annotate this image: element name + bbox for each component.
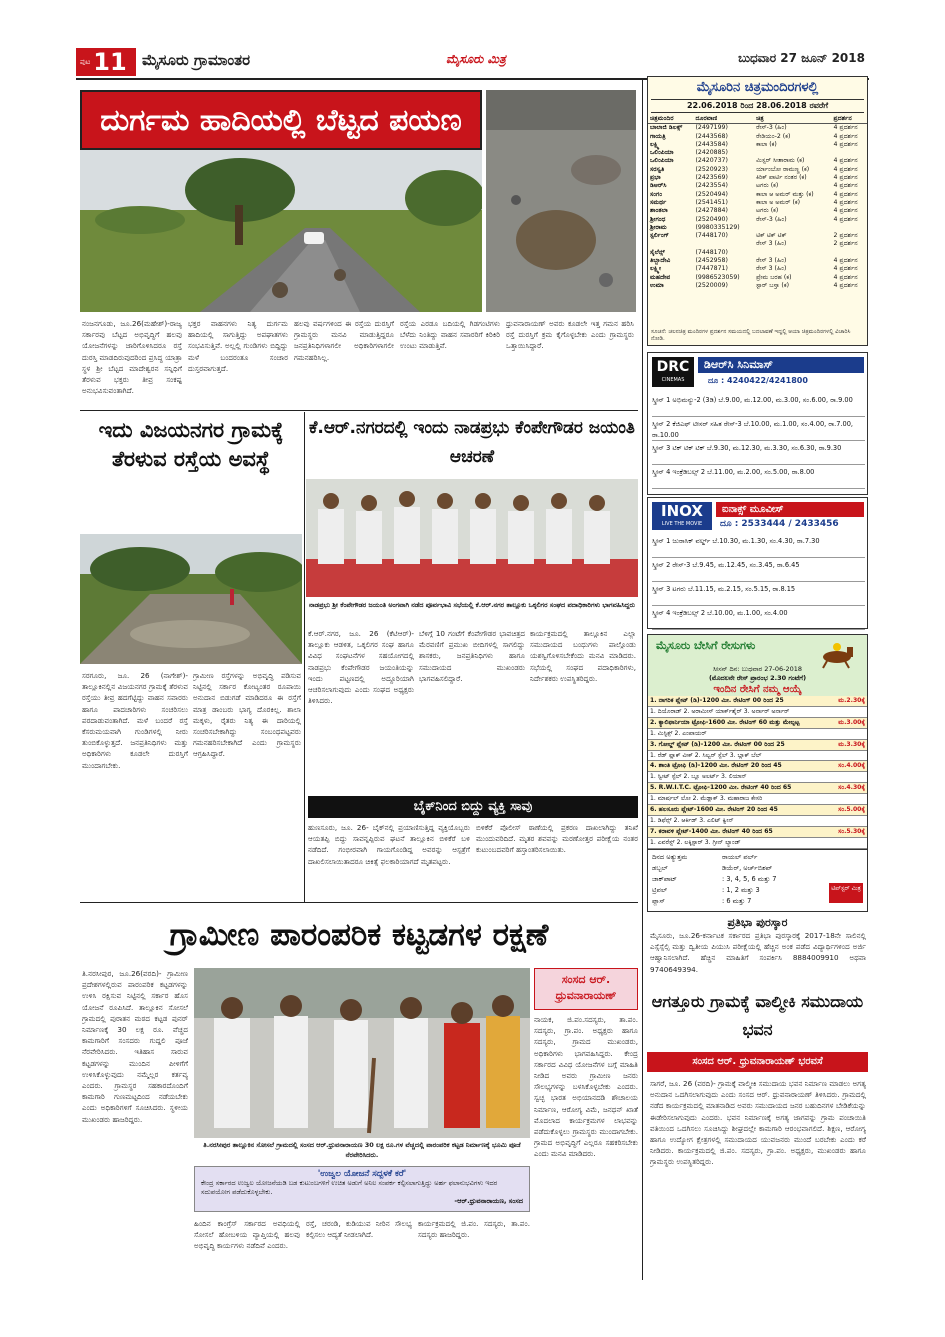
cinema-phone: (9986523059)	[695, 273, 740, 281]
inox-movies-box	[647, 497, 868, 629]
race-pick-row	[648, 706, 867, 717]
cinema-hall: ಶಾಂತಲಾ	[650, 207, 668, 215]
vijayanagar-headline: ಇದು ವಿಜಯನಗರ ಗ್ರಾಮಕ್ಕೆ ತೆರಳುವ ರಸ್ತೆಯ ಅವಸ್ಥೆ	[98, 418, 284, 471]
cinema-row	[648, 141, 867, 149]
jackpot-row	[652, 863, 863, 874]
cinema-phone: (2420737)	[695, 157, 728, 165]
cinema-phone: (2452958)	[695, 257, 728, 265]
cinema-film: ರೇಡಿಯಂ-2 (ಕ)	[756, 132, 791, 140]
lead-col-3: ಹಲವು ವರ್ಷಗಳಿಂದ ಈ ರಸ್ತೆಯ ದುರಸ್ತಿಗೆ ಗ್ರಾಮಸ್ಥರು ಮನವಿ ಮಾಡುತ್ತಿದ್ದರೂ ಜನಪ್ರತಿನಿಧಿಗಳಾಗಲೀ ಅಧಿಕಾರಿಗಳಾಗಲೀ ಗಮನಹರಿಸಿಲ್ಲ.	[294, 319, 394, 362]
race-table	[648, 696, 867, 849]
award-text: ಮೈಸೂರು, ಜೂ.26-ಕರ್ನಾಟಕ ಸರ್ಕಾರದ ಪ್ರತಿಭಾ ಪುರಸ್ಕಾರಕ್ಕೆ 2017-18ನೇ ಸಾಲಿನಲ್ಲಿ ಎಸ್ಸೆಸ್ಸೆಲ್ಸಿ ಮತ್ತು ದ್ವಿತೀಯ ಪಿಯುಸಿ ಪರೀಕ್ಷೆಯಲ್ಲಿ ಹೆಚ್ಚಿನ ಅಂಕ ಪಡೆದ ವಿದ್ಯಾರ್ಥಿಗಳಿಂದ ಅರ್ಜಿ ಆಹ್ವಾನಿಸಲಾಗಿದೆ. ಹೆಚ್ಚಿನ ಮಾಹಿತಿಗೆ ಸಂಪರ್ಕಿಸಿ 8884009910 ಅಥವಾ 9740649394.	[650, 931, 866, 974]
kr-nagar-col-3: ಕಾರ್ಯಕ್ರಮದಲ್ಲಿ ತಾಲ್ಲೂಕಿನ ಎಲ್ಲಾ ಸಮುದಾಯದ ಬಂಧುಗಳು ಪಾಲ್ಗೊಂಡು ಯಶಸ್ವಿಗೊಳಿಸಬೇಕೆಂದು ಮನವಿ ಮಾಡಿದರು. ಸಭೆಯಲ್ಲಿ ಸಂಘದ ಪದಾಧಿಕಾರಿಗಳು, ನಿರ್ದೇಶಕರು ಉಪಸ್ಥಿತರಿದ್ದರು.	[530, 629, 636, 683]
race-event-time	[830, 706, 867, 717]
cinema-film: ರೇಸ್ 3 (ಹಿಂ)	[756, 265, 787, 273]
cinema-shows	[832, 249, 867, 257]
cinema-header-shows: ಪ್ರದರ್ಶನ	[833, 115, 852, 122]
kr-nagar-group-photo	[306, 479, 638, 597]
cinema-shows: 4 ಪ್ರದರ್ಶನ	[833, 207, 858, 215]
race-event-row	[648, 783, 867, 794]
drc-schedule-line: ಸ್ಕ್ರೀನ್ 3 ಟಿಕ್ ಟಿಕ್ ಟಿಕ್ ಬೆ.9.30, ಮ.12.30, ಮ.3.30, ಸಂ.6.30, ರಾ.9.30	[652, 441, 865, 465]
race-event-row	[648, 826, 867, 837]
cinema-shows: 4 ಪ್ರದರ್ಶನ	[833, 124, 858, 132]
inox-tagline: LIVE THE MOVIE	[661, 521, 703, 527]
race-event-time: ಸಂ.4.30ಕ್ಕೆ	[830, 783, 867, 794]
cinema-shows: 4 ಪ್ರದರ್ಶನ	[833, 198, 858, 206]
cinema-table-body	[648, 124, 867, 290]
cinema-shows: 4 ಪ್ರದರ್ಶನ	[833, 190, 858, 198]
kr-nagar-col-1: ಕೆ.ಆರ್.ನಗರ, ಜೂ. 26 (ಕೆಟಿಆರ್)- ತಾಲ್ಲೂಕು ಆಡಳಿತ, ಒಕ್ಕಲಿಗರ ಸಂಘ ಹಾಗೂ ವಿವಿಧ ಸಂಘಟನೆಗಳ ಸಹಯೋಗದಲ್ಲಿ ನಾಡಪ್ರಭು ಕೆಂಪೇಗೌಡರ ಜಯಂತಿಯನ್ನು ಇಂದು ಪಟ್ಟಣದಲ್ಲಿ ಅದ್ದೂರಿಯಾಗಿ ಆಚರಿಸಲಾಗುವುದು ಎಂದು ಸಂಘದ ಅಧ್ಯಕ್ಷರು ತಿಳಿಸಿದರು.	[308, 629, 414, 706]
drc-schedule-line: ಸ್ಕ್ರೀನ್ 4 ಇಂಕ್ರೆಡಿಬಲ್ಸ್ 2 ಬೆ.11.00, ಮ.2.00, ಸಂ.5.00, ರಾ.8.00	[652, 465, 865, 489]
race-event-name: 1. ಎವರೆಸ್ಟ್ 2. ಲಕ್ಕಿಸ್ಟಾರ್ 3. ಗ್ರೀನ್ ಲ್ಯಾಂಡ್	[648, 837, 830, 848]
mp-box-title-bar	[534, 968, 638, 1010]
cinema-film: ಟಗರು (ಕ)	[756, 182, 779, 190]
cinema-phone: (2520494)	[695, 190, 728, 198]
masthead	[76, 48, 869, 76]
cinema-shows: 4 ಪ್ರದರ್ಶನ	[833, 174, 858, 182]
cinema-row	[648, 265, 867, 273]
vijayanagar-photo	[80, 534, 302, 664]
cinema-hall: ಸಂಗಂ	[650, 190, 663, 198]
cinema-row	[648, 199, 867, 207]
drc-logo-sub: CINEMAS	[661, 377, 685, 383]
lead-headline: ದುರ್ಗಮ ಹಾದಿಯಲ್ಲಿ ಬೆಟ್ಟದ ಪಯಣ	[80, 90, 482, 150]
race-event-name: 2. ಕ್ಯಾಲಿಫಾರ್ನಿಯಾ ಟ್ರೋಫಿ-1600 ಮೀ. ರೇಟಿಂಗ್ 60 ಮತ್ತು ಮೇಲ್ಪಟ್ಟ	[648, 717, 830, 728]
cinema-hall: ಬಾಲಾಜಿ ಡಿಲಕ್ಸ್	[650, 124, 683, 132]
cinema-header-phone: ದೂರವಾಣಿ	[695, 115, 718, 122]
drc-cinemas-box	[647, 352, 868, 495]
heritage-bottom-col-2: ರಸ್ತೆ, ಚರಂಡಿ, ಕುಡಿಯುವ ನೀರಿನ ಸೌಲಭ್ಯ ಕಲ್ಪಿಸಲು ಆದ್ಯತೆ ನೀಡಲಾಗಿದೆ.	[306, 1219, 412, 1240]
group-photo-illustration	[306, 479, 638, 597]
cinema-film: ಸ್ಟಾರ್ ಬಸ್ತಾ (ಕ)	[756, 281, 790, 289]
drc-schedule	[652, 393, 865, 489]
cinema-film: ಟಗರು (ಕ)	[756, 207, 779, 215]
cinema-film	[754, 224, 831, 232]
race-event-time	[830, 794, 867, 805]
cinema-row	[648, 124, 867, 133]
drc-phone: ದೂ : 4240422/4241800	[708, 376, 808, 385]
inox-schedule-line: ಸ್ಕ್ರೀನ್ 1 ಜುರಾಸಿಕ್ ವರ್ಲ್ಡ್ ಬೆ.10.30, ಮ.1.30, ಸಂ.4.30, ರಾ.7.30	[652, 534, 865, 558]
divider-lead	[80, 410, 638, 411]
cinema-hall: ಪ್ರಭಾ	[650, 174, 661, 182]
mp-box-text: ನಾಯಕ, ಜಿ.ಪಂ.ಸದಸ್ಯರು, ತಾ.ಪಂ. ಸದಸ್ಯರು, ಗ್ರಾ.ಪಂ. ಅಧ್ಯಕ್ಷರು ಹಾಗೂ ಸದಸ್ಯರು, ಗ್ರಾಮದ ಮುಖಂಡರು, ಅಧಿಕಾರಿಗಳು ಭಾಗವಹಿಸಿದ್ದರು. ಕೇಂದ್ರ ಸರ್ಕಾರದ ವಿವಿಧ ಯೋಜನೆಗಳ ಬಗ್ಗೆ ಮಾಹಿತಿ ನೀಡಿದ ಅವರು ಗ್ರಾಮೀಣ ಜನರು ಸೌಲಭ್ಯಗಳನ್ನು ಬಳಸಿಕೊಳ್ಳಬೇಕು ಎಂದರು. ಸ್ವಚ್ಛ ಭಾರತ ಅಭಿಯಾನದಡಿ ಶೌಚಾಲಯ ನಿರ್ಮಾಣ, ಆರೋಗ್ಯ ವಿಮೆ, ಜನಧನ್ ಖಾತೆ ಮೊದಲಾದ ಕಾರ್ಯಕ್ರಮಗಳ ಲಾಭವನ್ನು ಪಡೆದುಕೊಳ್ಳಲು ಗ್ರಾಮಸ್ಥರು ಮುಂದಾಗಬೇಕು. ಗ್ರಾಮದ ಅಭಿವೃದ್ಧಿಗೆ ಎಲ್ಲರೂ ಸಹಕರಿಸಬೇಕು ಎಂದು ಮನವಿ ಮಾಡಿದರು.	[534, 1015, 638, 1159]
ujwala-quote-box	[194, 1166, 530, 1212]
lead-col-4: ರಸ್ತೆಯ ಎರಡೂ ಬದಿಯಲ್ಲಿ ಗಿಡಗಂಟಿಗಳು ಬೆಳೆದು ನಿಂತಿದ್ದು ವಾಹನ ಸವಾರರಿಗೆ ಕಿರಿಕಿರಿ ಉಂಟು ಮಾಡುತ್ತಿವೆ.	[400, 319, 500, 351]
lead-col-2: ಭಕ್ತರ ವಾಹನಗಳು ನಿತ್ಯ ದುರ್ಗಮ ಹಾದಿಯಲ್ಲಿ ಸಾಗುತ್ತಿದ್ದು ಅಪಘಾತಗಳು ಸಂಭವಿಸುತ್ತಿವೆ. ಅಲ್ಲಲ್ಲಿ ಗುಂಡಿಗಳು ಬಿದ್ದಿದ್ದು ಮಳೆ ಬಂದರಂತೂ ಸಂಚಾರ ದುಸ್ತರವಾಗುತ್ತದೆ.	[188, 319, 288, 373]
cinema-phone: (2520009)	[695, 281, 728, 289]
jackpot-value: : 1, 2 ಮತ್ತು 3	[722, 886, 760, 894]
race-event-name: 4. ಶಾಂತಿ ಟ್ರೋಫಿ (ಡಿ)-1200 ಮೀ. ರೇಟಿಂಗ್ 20 ರಿಂದ 45	[648, 761, 830, 772]
race-event-time	[830, 772, 867, 783]
cinema-shows: 4 ಪ್ರದರ್ಶನ	[833, 132, 858, 140]
cinema-shows: 4 ಪ್ರದರ್ಶನ	[833, 281, 858, 289]
cinema-hall: ಸ್ಟರ್ಲಿಂಗ್	[650, 232, 669, 240]
pothole-photo-illustration	[486, 90, 636, 312]
cinema-row	[648, 249, 867, 257]
race-box	[647, 634, 868, 849]
inox-schedule	[652, 534, 865, 630]
heritage-bottom-col-3: ಕಾರ್ಯಕ್ರಮದಲ್ಲಿ ಜಿ.ಪಂ. ಸದಸ್ಯರು, ತಾ.ಪಂ. ಸದಸ್ಯರು ಹಾಜರಿದ್ದರು.	[418, 1219, 530, 1240]
jackpot-label: ಟ್ರಿಪಲ್	[652, 886, 668, 894]
race-date: ಸೀಸನ್ ದಿನ: ಬುಧವಾರ 27-06-2018	[712, 665, 803, 673]
race-pick-row	[648, 794, 867, 805]
cinema-film: ರೇಸ್-3 (ಹಿಂ)	[756, 124, 787, 132]
valmiki-sub-bar	[647, 1052, 868, 1072]
lead-col-5: ಧ್ರುವನಾರಾಯಣ್ ಅವರು ಕೂಡಲೇ ಇತ್ತ ಗಮನ ಹರಿಸಿ ರಸ್ತೆ ದುರಸ್ತಿಗೆ ಕ್ರಮ ಕೈಗೊಳ್ಳಬೇಕು ಎಂದು ಗ್ರಾಮಸ್ಥರು ಒತ್ತಾಯಿಸಿದ್ದಾರೆ.	[506, 319, 634, 351]
lead-col-1: ನಂಜನಗೂಡು, ಜೂ.26(ಮಹೇಶ್)-ರಾಜ್ಯ ಸರ್ಕಾರವು ಬೆಟ್ಟದ ಅಭಿವೃದ್ಧಿಗೆ ಹಲವು ಯೋಜನೆಗಳನ್ನು ಜಾರಿಗೊಳಿಸಿದರೂ ರಸ್ತೆ ದುರಸ್ತಿ ಮಾಡದಿರುವುದರಿಂದ ಪ್ರಸಿದ್ಧ ಯಾತ್ರಾ ಸ್ಥಳ ಶ್ರೀ ಬೆಟ್ಟದ ಮಾದೇಶ್ವರನ ಸನ್ನಿಧಿಗೆ ತೆರಳುವ ಭಕ್ತರು ತೀವ್ರ ಸಂಕಷ್ಟ ಅನುಭವಿಸುವಂತಾಗಿದೆ.	[82, 319, 182, 396]
cinema-shows: 4 ಪ್ರದರ್ಶನ	[833, 273, 858, 281]
cinema-shows	[832, 149, 867, 157]
race-event-row	[648, 761, 867, 772]
paper-name: ಮೈಸೂರು ಮಿತ್ರ	[446, 52, 506, 66]
cinema-hall: ಸರಸ್ವತಿ	[650, 165, 665, 173]
divider-vertical-mid	[304, 412, 305, 902]
cinema-phone	[694, 240, 755, 248]
cinema-row	[648, 274, 867, 282]
ujwala-quote-text: ಕೇಂದ್ರ ಸರ್ಕಾರದ ಉಜ್ವಲ ಯೋಜನೆಯಡಿ ಬಡ ಕುಟುಂಬಗಳಿಗೆ ಉಚಿತ ಅಡುಗೆ ಅನಿಲ ಸಂಪರ್ಕ ಕಲ್ಪಿಸಲಾಗುತ್ತಿದ್ದು ಅರ್ಹ ಫಲಾನುಭವಿಗಳು ಇದರ ಸದುಪಯೋಗ ಪಡೆದುಕೊಳ್ಳಬೇಕು.	[201, 1179, 498, 1196]
race-event-row	[648, 696, 867, 706]
valmiki-text: ಸಾಗರೆ, ಜೂ. 26 (ವರದಿ)- ಗ್ರಾಮಕ್ಕೆ ವಾಲ್ಮೀಕಿ ಸಮುದಾಯ ಭವನ ನಿರ್ಮಾಣ ಮಾಡಲು ಅಗತ್ಯ ಅನುದಾನ ಒದಗಿಸಲಾಗುವುದು ಎಂದು ಸಂಸದ ಆರ್. ಧ್ರುವನಾರಾಯಣ್ ತಿಳಿಸಿದರು. ಗ್ರಾಮದಲ್ಲಿ ನಡೆದ ಕಾರ್ಯಕ್ರಮದಲ್ಲಿ ಮಾತನಾಡಿದ ಅವರು ಸಮುದಾಯದ ಜನರ ಬಹುದಿನಗಳ ಬೇಡಿಕೆಯನ್ನು ಈಡೇರಿಸಲಾಗುವುದು ಎಂದರು. ಭವನ ನಿರ್ಮಾಣಕ್ಕೆ ಅಗತ್ಯ ಜಾಗವನ್ನು ಗ್ರಾಮ ಪಂಚಾಯಿತಿ ವತಿಯಿಂದ ಒದಗಿಸಲು ಸೂಚಿಸಿದ್ದು ಶೀಘ್ರದಲ್ಲೇ ಕಾಮಗಾರಿ ಆರಂಭವಾಗಲಿದೆ. ಶಿಕ್ಷಣ, ಆರೋಗ್ಯ ಹಾಗೂ ಉದ್ಯೋಗ ಕ್ಷೇತ್ರಗಳಲ್ಲಿ ಸಮುದಾಯದ ಯುವಜನರು ಮುಂದೆ ಬರಬೇಕು ಎಂದು ಕರೆ ನೀಡಿದರು. ಕಾರ್ಯಕ್ರಮದಲ್ಲಿ ಜಿ.ಪಂ. ಸದಸ್ಯರು, ಗ್ರಾ.ಪಂ. ಅಧ್ಯಕ್ಷರು, ಮುಖಂಡರು ಹಾಗೂ ಗ್ರಾಮಸ್ಥರು ಉಪಸ್ಥಿತರಿದ್ದರು.	[650, 1079, 866, 1167]
kr-nagar-headline: ಕೆ.ಆರ್.ನಗರದಲ್ಲಿ ಇಂದು ನಾಡಪ್ರಭು ಕೆಂಪೇಗೌಡರ ಜಯಂತಿ ಆಚರಣೆ	[309, 418, 635, 467]
cinema-hall: ಲಕ್ಷ್ಮಿ	[650, 140, 660, 148]
cinema-shows: 4 ಪ್ರದರ್ಶನ	[833, 215, 858, 223]
cinema-shows: 4 ಪ್ರದರ್ಶನ	[833, 140, 858, 148]
cinema-film	[754, 249, 831, 257]
cinema-phone: (7447871)	[695, 265, 728, 273]
ujwala-quote-title: 'ಉಜ್ವಲ ಯೋಜನೆ ಸದ್ಬಳಕೆ ಕರೆ'	[317, 1169, 407, 1179]
divider-middle	[80, 902, 638, 903]
cinema-phone: (7448170)	[695, 232, 728, 240]
cinema-phone: (2427884)	[695, 207, 728, 215]
cinema-hall: ಶ್ರೀರಾಮ	[650, 223, 667, 231]
race-event-name: 1. ರೆಡ್ ಫ್ಲಾಕ್ ವೀಕ್ 2. ಸಿಲ್ವರ್ ಸ್ಪೆಲ್ 3. ಬ್ಲಾಕ್ ಬೆಲ್	[648, 750, 830, 761]
section-name: ಮೈಸೂರು ಗ್ರಾಮಾಂತರ	[142, 51, 251, 69]
kr-nagar-caption: ನಾಡಪ್ರಭು ಶ್ರೀ ಕೆಂಪೇಗೌಡರ ಜಯಂತಿ ಅಂಗವಾಗಿ ನಡೆದ ಪೂರ್ವಭಾವಿ ಸಭೆಯಲ್ಲಿ ಕೆ.ಆರ್.ನಗರ ತಾಲ್ಲೂಕು ಒಕ್ಕಲಿಗರ ಸಂಘದ ಪದಾಧಿಕಾರಿಗಳು ಭಾಗವಹಿಸಿದ್ದರು	[309, 601, 635, 609]
cinema-shows: 4 ಪ್ರದರ್ಶನ	[833, 182, 858, 190]
muddy-road-illustration	[80, 534, 302, 664]
cinema-shows: 4 ಪ್ರದರ್ಶನ	[833, 165, 858, 173]
divider-vertical-right	[642, 80, 643, 1280]
lead-photo-pothole	[486, 90, 636, 312]
page-label: ಪುಟ	[80, 57, 91, 66]
bike-headline-bar	[308, 796, 638, 818]
inox-name-bar	[716, 502, 864, 517]
heritage-headline: ಗ್ರಾಮೀಣ ಪಾರಂಪರಿಕ ಕಟ್ಟಡಗಳ ರಕ್ಷಣೆ	[169, 917, 549, 953]
tipster-badge: ಟಿಪ್‌ಸ್ಟರ್ ಮಿತ್ರ	[829, 883, 863, 903]
valmiki-sub: ಸಂಸದ ಆರ್. ಧ್ರುವನಾರಾಯಣ್ ಭರವಸೆ	[692, 1056, 823, 1067]
award-title: ಪ್ರತಿಭಾ ಪುರಸ್ಕಾರ	[727, 916, 788, 929]
cinema-row	[648, 133, 867, 141]
cinema-shows: 2 ಪ್ರದರ್ಶನ	[833, 232, 858, 240]
race-event-time: ಮ.3.00ಕ್ಕೆ	[830, 717, 867, 728]
drc-name-bar	[698, 357, 864, 373]
race-event-time: ಸಂ.5.30ಕ್ಕೆ	[830, 826, 867, 837]
jackpot-value: ರಾಯಲ್ ಪರ್ಲ್	[722, 853, 758, 861]
race-pick-row	[648, 772, 867, 783]
jackpot-label: ಡಬ್ಬಲ್	[652, 864, 668, 872]
page-number: 11	[93, 48, 127, 76]
cinema-film: ರೇಸ್ 3 (ಹಿಂ)	[756, 257, 787, 265]
cinema-phone: (2541451)	[695, 198, 728, 206]
cinema-title: ಮೈಸೂರಿನ ಚಿತ್ರಮಂದಿರಗಳಲ್ಲಿ	[696, 80, 819, 95]
mp-box	[534, 968, 638, 1280]
race-event-time	[830, 728, 867, 739]
jackpot-value: ಡಿಯೆರ್, ಅರ್ಚ್‌ಬಿಶಪ್	[722, 864, 773, 872]
ujwala-quote-attribution: -ಆರ್.ಧ್ರುವನಾರಾಯಣ, ಸಂಸದ	[454, 1197, 523, 1205]
cinema-header-hall: ಚಿತ್ರಮಂದಿರ	[650, 115, 674, 122]
inox-schedule-line: ಸ್ಕ್ರೀನ್ 3 ಟಗರು ಬೆ.11.15, ಮ.2.15, ಸಂ.5.15, ರಾ.8.15	[652, 582, 865, 606]
race-event-name: 6. ಹಲಸೂರು ಪ್ಲೇಟ್-1600 ಮೀ. ರೇಟಿಂಗ್ 20 ರಿಂದ 45	[648, 805, 830, 816]
inox-name: ಐನಾಕ್ಸ್ ಮೂವೀಸ್	[722, 504, 784, 515]
jackpot-row	[652, 852, 863, 863]
race-title: ಮೈಸೂರು ಬೇಸಿಗೆ ರೇಸುಗಳು	[656, 639, 756, 652]
race-event-name: 7. ಕರಾವಳಿ ಪ್ಲೇಟ್-1400 ಮೀ. ರೇಟಿಂಗ್ 40 ರಿಂದ 65	[648, 826, 830, 837]
bike-headline: ಬೈಕ್‌ನಿಂದ ಬಿದ್ದು ವ್ಯಕ್ತಿ ಸಾವು	[413, 799, 533, 814]
cinema-phone: (2443568)	[695, 132, 728, 140]
cinema-row	[648, 191, 867, 199]
cinema-hall: ಉಮಾ	[650, 281, 664, 289]
race-event-name: 1. ಮಾರ್ಷಲ್ ಲೋ 2. ಮೆಡ್ಲಾಕ್ 3. ಮಹಾರಾಜ ಕೇಸರಿ	[648, 794, 830, 805]
cinema-hall: ತಿಬ್ಬಾದೇವಿ	[650, 257, 671, 265]
cinema-hall: ಲಕ್ಷ್ಮೀ	[650, 265, 662, 273]
race-event-name: 1. ಸ್ವೀಟ್ ಸ್ಪೆಲ್ 2. ಬ್ಲೂ ಅಲರ್ಟ್ 3. ಲಿಯಾನ್	[648, 772, 830, 783]
cinema-phone: (7448170)	[695, 248, 728, 256]
cinema-shows: 4 ಪ್ರದರ್ಶನ	[833, 157, 858, 165]
inox-logo-text: INOX	[661, 502, 703, 520]
cinema-hall: ಶ್ರೀಗಂಧ	[650, 215, 666, 223]
valmiki-headline: ಆಗತ್ತೂರು ಗ್ರಾಮಕ್ಕೆ ವಾಲ್ಮೀಕಿ ಸಮುದಾಯ ಭವನ	[651, 992, 864, 1039]
cinema-hall: ಡಿಆರ್‌ಸಿ	[650, 182, 667, 190]
race-pick-row	[648, 750, 867, 761]
cinema-phone: (2497199)	[695, 124, 728, 132]
race-event-name: 5. R.W.I.T.C. ಟ್ರೋಫಿ-1200 ಮೀ. ರೇಟಿಂಗ್ 40 ರಿಂದ 65	[648, 783, 830, 794]
race-event-time	[830, 750, 867, 761]
race-event-time: ಸಂ.4.00ಕ್ಕೆ	[830, 761, 867, 772]
cinema-film: ಕಾಲಾ ಅ ಅಮರ್ (ಕ)	[756, 198, 801, 206]
lead-photo-road	[80, 150, 482, 312]
cinema-row	[648, 207, 867, 215]
cinema-row	[648, 216, 867, 224]
jackpot-label: ಜಾಕ್‌ಪಾಟ್	[652, 875, 677, 883]
cinema-film: ಕಾಲಾ (ಕ)	[756, 140, 777, 148]
cinema-film: ರೇಸ್ 3 (ಹಿಂ)	[756, 240, 787, 248]
race-event-name: 1. ದಿಯೊರಾಡ್ 2. ಅರಾಮೀಸ್ ಯಾರ್ಕ್‌ಶೈರ್ 3. ಅರ್ನಾರ್ ಅರ್ನಾರ್	[648, 706, 830, 717]
cinema-hall: ಒಲಿಂಪಿಯಾ	[650, 149, 674, 157]
drc-logo-text: DRC	[656, 359, 690, 375]
race-pick-row	[648, 837, 867, 848]
race-pick-row	[648, 728, 867, 739]
cinema-film: ಟಿಕ್ ಟಿಕ್ ಟಿಕ್	[756, 232, 787, 240]
race-event-time	[830, 837, 867, 848]
cinema-phone: (2420885)	[695, 149, 728, 157]
cinema-phone: (2443584)	[695, 140, 728, 148]
cinema-row	[648, 232, 867, 240]
road-photo-illustration	[80, 150, 482, 312]
jackpot-value: : 6 ಮತ್ತು 7	[722, 897, 752, 905]
cinema-table	[648, 115, 867, 290]
drc-name: ಡಿಆರ್‌ಸಿ ಸಿನಿಮಾಸ್	[704, 358, 773, 371]
cinema-shows: 4 ಪ್ರದರ್ಶನ	[833, 265, 858, 273]
cinema-listing-box	[647, 76, 868, 346]
cinema-row	[648, 157, 867, 165]
race-start: (ಮೊದಲನೇ ರೇಸ್ ಪ್ರಾರಂಭ 2.30 ಗಂಟೆಗೆ)	[708, 674, 807, 682]
bike-col-2: ಬಿಳಿಕೆರೆ ಪೊಲೀಸ್ ಠಾಣೆಯಲ್ಲಿ ಪ್ರಕರಣ ದಾಖಲಾಗಿದ್ದು ತನಿಖೆ ಮುಂದುವರಿದಿದೆ. ಮೃತರ ಶವವನ್ನು ಮರಣೋತ್ತರ ಪರೀಕ್ಷೆಯ ನಂತರ ಕುಟುಂಬದವರಿಗೆ ಹಸ್ತಾಂತರಿಸಲಾಯಿತು.	[476, 823, 638, 855]
cinema-row	[648, 240, 867, 248]
race-event-time	[830, 815, 867, 826]
drc-schedule-line: ಸ್ಕ್ರೀನ್ 2 ಕೆಜಿಎಫ್ ಟೀಸರ್ ಸಹಿತ ರೇಸ್-3 ಬೆ.10.00, ಮ.1.00, ಸಂ.4.00, ರಾ.7.00, ರಾ.10.00	[652, 417, 865, 441]
race-event-time: ಸಂ.5.00ಕ್ಕೆ	[830, 805, 867, 816]
inox-schedule-line: ಸ್ಕ್ರೀನ್ 4 ಇಂಕ್ರೆಡಿಬಲ್ಸ್ 2 ಬೆ.10.00, ಮ.1.00, ಸಂ.4.00	[652, 606, 865, 630]
cinema-phone: (2423569)	[695, 174, 728, 182]
cinema-hall: ಸಮರ್ಥ	[650, 198, 667, 206]
vijayanagar-col-1: ಸರಗೂರು, ಜೂ. 26 (ನಾಗೇಶ್)- ತಾಲ್ಲೂಕಿನಲ್ಲಿನ ವಿಜಯನಗರ ಗ್ರಾಮಕ್ಕೆ ತೆರಳುವ ರಸ್ತೆಯು ತೀವ್ರ ಹದಗೆಟ್ಟಿದ್ದು ವಾಹನ ಸವಾರರು ಹಾಗೂ ಪಾದಚಾರಿಗಳು ಸಂಚರಿಸಲು ಪರದಾಡುವಂತಾಗಿದೆ. ಮಳೆ ಬಂದರೆ ರಸ್ತೆ ಕೆಸರುಮಯವಾಗಿ ಗುಂಡಿಗಳಲ್ಲಿ ನೀರು ತುಂಬಿಕೊಳ್ಳುತ್ತದೆ. ಜನಪ್ರತಿನಿಧಿಗಳು ಮತ್ತು ಅಧಿಕಾರಿಗಳು ಕೂಡಲೇ ದುರಸ್ತಿಗೆ ಮುಂದಾಗಬೇಕು.	[82, 671, 188, 770]
inox-logo	[652, 502, 712, 530]
cinema-film: ಕಾಲಾ ಆ ಅಮರ್ ಮತ್ತು (ಕ)	[756, 190, 814, 198]
horse-jockey-icon	[817, 639, 857, 669]
cinema-row	[648, 166, 867, 174]
kr-nagar-col-2: ಬೆಳಿಗ್ಗೆ 10 ಗಂಟೆಗೆ ಕೆಂಪೇಗೌಡರ ಭಾವಚಿತ್ರದ ಮೆರವಣಿಗೆ ಪ್ರಮುಖ ಬೀದಿಗಳಲ್ಲಿ ಸಾಗಲಿದ್ದು ಶಾಸಕರು, ಜನಪ್ರತಿನಿಧಿಗಳು ಹಾಗೂ ಸಮುದಾಯದ ಮುಖಂಡರು ಭಾಗವಹಿಸಲಿದ್ದಾರೆ.	[419, 629, 525, 683]
cinema-note: ಸೂಚನೆ: ಚಲನಚಿತ್ರ ಮಂದಿರಗಳ ಪ್ರದರ್ಶನ ಸಮಯದಲ್ಲಿ ಬದಲಾವಣೆ ಇದ್ದಲ್ಲಿ ಆಯಾ ಚಿತ್ರಮಂದಿರಗಳಲ್ಲಿ ವಿಚಾರಿಸಿ ನೋಡಿ.	[651, 329, 851, 342]
race-heading: ಇಂದಿನ ರೇಸಿಗೆ ನಮ್ಮ ಆಯ್ಕೆ	[713, 684, 802, 695]
race-event-row	[648, 717, 867, 728]
cinema-film: ಮಿಸ್ಟರ್ ಸೀತಾರಾಮ (ಕ)	[756, 157, 805, 165]
cinema-phone: (2520490)	[695, 215, 728, 223]
race-event-time: ಮ.3.30ಕ್ಕೆ	[830, 739, 867, 750]
cinema-film: ರೇಸ್-3 (ಹಿಂ)	[756, 215, 787, 223]
heritage-bottom-col-1: ಹಿಂದಿನ ಕಾಂಗ್ರೆಸ್ ಸರ್ಕಾರದ ಅವಧಿಯಲ್ಲಿ ಸೋಸಲೆ ಹೋಬಳಿಯ ವ್ಯಾಪ್ತಿಯಲ್ಲಿ ಹಲವು ಅಭಿವೃದ್ಧಿ ಕಾರ್ಯಗಳು ನಡೆದಿವೆ ಎಂದರು.	[194, 1219, 300, 1251]
cinema-film: ಕಿರಿಕ್ ಪಾರ್ಟಿ ನಂತರ (ಕ)	[756, 174, 807, 182]
cinema-film	[754, 149, 831, 157]
cinema-hall: ಗಾಯತ್ರಿ	[650, 132, 666, 140]
mp-box-title: ಸಂಸದ ಆರ್. ಧ್ರುವನಾರಾಯಣ್	[555, 973, 617, 1002]
inox-schedule-line: ಸ್ಕ್ರೀನ್ 2 ರೇಸ್-3 ಬೆ.9.45, ಮ.12.45, ಸಂ.3.45, ರಾ.6.45	[652, 558, 865, 582]
race-event-time: ಮ.2.30ಕ್ಕೆ	[830, 696, 867, 706]
cinema-table-header	[648, 115, 867, 124]
race-event-row	[648, 805, 867, 816]
cinema-dates: 22.06.2018 ರಿಂದ 28.06.2018 ರವರೆಗೆ	[651, 99, 864, 113]
race-pick-row	[648, 815, 867, 826]
race-event-name: 1. ಮಿಸ್ಟಿಕ್ಸ್ 2. ಎಂಪಾಯರ್	[648, 728, 830, 739]
cinema-row	[648, 282, 867, 290]
vijayanagar-col-2: ಗ್ರಾಮೀಣ ರಸ್ತೆಗಳನ್ನು ಅಭಿವೃದ್ಧಿ ಪಡಿಸುವ ನಿಟ್ಟಿನಲ್ಲಿ ಸರ್ಕಾರ ಕೋಟ್ಯಂತರ ರೂಪಾಯಿ ಅನುದಾನ ಬಿಡುಗಡೆ ಮಾಡಿದರೂ ಈ ರಸ್ತೆಗೆ ಮಾತ್ರ ಡಾಂಬರು ಭಾಗ್ಯ ದೊರಕಿಲ್ಲ. ಶಾಲಾ ಮಕ್ಕಳು, ರೈತರು ನಿತ್ಯ ಈ ದಾರಿಯಲ್ಲಿ ಸಂಚರಿಸಬೇಕಾಗಿದ್ದು ಸಂಬಂಧಪಟ್ಟವರು ಗಮನಹರಿಸಬೇಕಾಗಿದೆ ಎಂದು ಗ್ರಾಮಸ್ಥರು ಆಗ್ರಹಿಸಿದ್ದಾರೆ.	[193, 671, 301, 759]
drc-logo	[652, 357, 694, 387]
inox-phone: ದೂ : 2533444 / 2433456	[720, 519, 839, 529]
cinema-film: ರ್ಯಾಂಬೋ ರಾಮಣ್ಣ (ಕ)	[756, 165, 810, 173]
cinema-hall: ಮಹದೇವ	[650, 273, 671, 281]
cinema-phone: (2520923)	[695, 165, 728, 173]
cinema-shows: 4 ಪ್ರದರ್ಶನ	[833, 257, 858, 265]
heritage-photo-caption: ತಿ.ನರಸೀಪುರ ತಾಲ್ಲೂಕಿನ ಸೋಸಲೆ ಗ್ರಾಮದಲ್ಲಿ ಸಂಸದ ಆರ್.ಧ್ರುವನಾರಾಯಣ 30 ಲಕ್ಷ ರೂ.ಗಳ ವೆಚ್ಚದಲ್ಲಿ ಪಾರಂಪರಿಕ ಕಟ್ಟಡ ನಿರ್ಮಾಣಕ್ಕೆ ಭೂಮಿ ಪೂಜೆ ನೆರವೇರಿಸಿದರು.	[203, 1141, 521, 1159]
cinema-shows	[832, 224, 867, 232]
race-jackpot-box	[647, 849, 868, 912]
heritage-photo	[194, 968, 530, 1138]
cinema-hall	[648, 240, 694, 248]
race-event-name: 1. ಡಿಫೆನ್ಸ್ 2. ಆರ್ಕಿಡ್ 3. ಎಲಿಟ್ ಕ್ವೀನ್	[648, 815, 830, 826]
cinema-row	[648, 149, 867, 157]
race-event-name: 3. ಗೋಲ್ಡ್ ಪ್ಲೇಟ್ (ಡಿ)-1200 ಮೀ. ರೇಟಿಂಗ್ 00 ರಿಂದ 25	[648, 739, 830, 750]
cinema-phone: (2423554)	[695, 182, 728, 190]
race-event-name: 1. ನಾಗರಿಕ ಪ್ಲೇಟ್ (ಡಿ)-1200 ಮೀ. ರೇಟಿಂಗ್ 00 ರಿಂದ 25	[648, 696, 830, 706]
cinema-header-film: ಚಿತ್ರ	[756, 115, 764, 122]
cinema-phone: (9980335129)	[695, 223, 740, 231]
cinema-shows: 2 ಪ್ರದರ್ಶನ	[833, 240, 858, 248]
page-number-badge	[76, 48, 136, 76]
cinema-hall: ಒಲಿಂಪಿಯಾ	[650, 157, 674, 165]
cinema-row	[648, 174, 867, 182]
cinema-row	[648, 182, 867, 190]
cinema-row	[648, 224, 867, 232]
heritage-col-1: ತಿ.ನರಸೀಪುರ, ಜೂ.26(ವರದಿ)- ಗ್ರಾಮೀಣ ಪ್ರದೇಶಗಳಲ್ಲಿರುವ ಪಾರಂಪರಿಕ ಕಟ್ಟಡಗಳನ್ನು ಉಳಿಸಿ ರಕ್ಷಿಸುವ ನಿಟ್ಟಿನಲ್ಲಿ ಸರ್ಕಾರ ಹೊಸ ಯೋಜನೆ ರೂಪಿಸಿದೆ. ತಾಲ್ಲೂಕಿನ ಸೋಸಲೆ ಗ್ರಾಮದಲ್ಲಿ ಪುರಾತನ ಮಠದ ಕಟ್ಟಡ ಪುನರ್ ನಿರ್ಮಾಣಕ್ಕೆ 30 ಲಕ್ಷ ರೂ. ವೆಚ್ಚದ ಕಾಮಗಾರಿಗೆ ಸಂಸದರು ಗುದ್ದಲಿ ಪೂಜೆ ನೆರವೇರಿಸಿದರು. ಇತಿಹಾಸ ಸಾರುವ ಕಟ್ಟಡಗಳನ್ನು ಮುಂದಿನ ಪೀಳಿಗೆಗೆ ಉಳಿಸಿಕೊಳ್ಳುವುದು ನಮ್ಮೆಲ್ಲರ ಕರ್ತವ್ಯ ಎಂದರು. ಗ್ರಾಮಸ್ಥರ ಸಹಕಾರದೊಂದಿಗೆ ಕಾಮಗಾರಿ ಗುಣಮಟ್ಟದಿಂದ ನಡೆಯಬೇಕು ಎಂದು ಅಧಿಕಾರಿಗಳಿಗೆ ಸೂಚಿಸಿದರು. ಸ್ಥಳೀಯ ಮುಖಂಡರು ಹಾಜರಿದ್ದರು.	[82, 969, 188, 1124]
cinema-film: ಪ್ರೇಮ ಬರಹ (ಕ)	[756, 273, 792, 281]
drc-schedule-line: ಸ್ಕ್ರೀನ್ 1 ಅಭಿಮನ್ಯು-2 (3ಡಿ) ಬೆ.9.00, ಮ.12.00, ಮ.3.00, ಸಂ.6.00, ರಾ.9.00	[652, 393, 865, 417]
jackpot-label: ದಿನದ ಅತ್ಯುತ್ತಮ	[652, 853, 688, 861]
issue-date: ಬುಧವಾರ 27 ಜೂನ್ 2018	[738, 51, 865, 65]
cinema-row	[648, 257, 867, 265]
jackpot-label: ಪ್ಲಾಸ್	[652, 897, 665, 905]
cinema-hall: ಸೈಲೆನ್ಸ್	[650, 248, 665, 256]
ceremony-photo-illustration	[194, 968, 530, 1138]
race-event-row	[648, 739, 867, 750]
bike-col-1: ಹುಣಸೂರು, ಜೂ. 26- ಬೈಕ್‌ನಲ್ಲಿ ಪ್ರಯಾಣಿಸುತ್ತಿದ್ದ ವ್ಯಕ್ತಿಯೊಬ್ಬರು ಆಯತಪ್ಪಿ ಬಿದ್ದು ಸಾವನ್ನಪ್ಪಿರುವ ಘಟನೆ ತಾಲ್ಲೂಕಿನ ಬಿಳಿಕೆರೆ ಬಳಿ ನಡೆದಿದೆ. ಗಂಭೀರವಾಗಿ ಗಾಯಗೊಂಡಿದ್ದ ಅವರನ್ನು ಆಸ್ಪತ್ರೆಗೆ ದಾಖಲಿಸಲಾಯಿತಾದರೂ ಚಿಕಿತ್ಸೆ ಫಲಕಾರಿಯಾಗದೆ ಮೃತಪಟ್ಟರು.	[308, 823, 470, 866]
jackpot-value: : 3, 4, 5, 6 ಮತ್ತು 7	[722, 875, 777, 883]
